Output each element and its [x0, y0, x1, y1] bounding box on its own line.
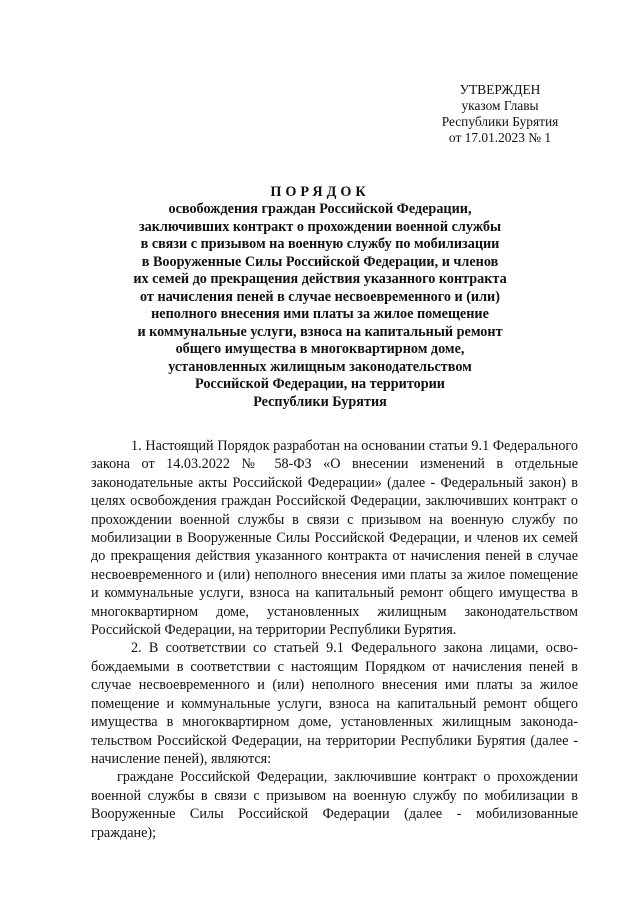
document-title [100, 183, 540, 411]
approval-stamp [420, 82, 580, 146]
subtitle-line: в связи с призывом на военную службу по мобилизации [140, 236, 500, 252]
document-body [91, 437, 578, 842]
subtitle-line: и коммунальные услуги, взноса на капитальный ремонт [137, 323, 503, 340]
paragraph-mobilized-citizens: граждане Российской Федерации, заключившие контракт о прохождении военной службы в связи с призывом на военную службу по мобилизации в Вооруженные Силы Российской Федерации (далее - мобилизованные граждане); [91, 769, 578, 841]
approval-line-republic: Республики Бурятия [441, 114, 559, 129]
paragraph-1: 1. Настоящий Порядок разработан на основании статьи 9.1 Федерального закона от 14.03.2022 № 58-ФЗ «О внесении изменений в отдельные законодательные акты Российской Федерации» (далее - Федеральный закон) в целях освобождения граждан Российской Федерации, заключивших контракт о прохождении военной службы в связи с призывом на военную службу по мобилизации в Вооруженные Силы Российской Федерации, и членов их семей до прекращения действия указанного контракта от начисления пеней в случае несвоевременного и (или) неполного внесения ими платы за жилое помещение и коммунальные услуги, взноса на капитальный ремонт общего имущества в многоквартирном доме, установленных жилищным законодательством Российской Федерации, на территории Республики Бурятия. [91, 438, 578, 639]
title-heading: ПОРЯДОК [270, 184, 370, 200]
subtitle-line: от начисления пеней в случае несвоевременного и (или) [140, 288, 500, 305]
subtitle-line: Российской Федерации, на территории [195, 376, 445, 392]
subtitle-line: заключивших контракт о прохождении военной службы [138, 218, 502, 235]
title-subtitle [100, 201, 540, 411]
subtitle-line: неполного внесения ими платы за жилое помещение [151, 306, 489, 322]
approval-line-decree: указом Главы [461, 98, 539, 113]
approval-line-date: от 17.01.2023 № 1 [448, 130, 552, 145]
approval-line-approved: УТВЕРЖДЕН [459, 82, 541, 97]
subtitle-line: их семей до прекращения действия указанного контракта [133, 271, 507, 287]
subtitle-line: общего имущества в многоквартирном доме, [175, 341, 465, 357]
subtitle-line: освобождения граждан Российской Федерации, [168, 201, 472, 217]
subtitle-line: установленных жилищным законодательством [168, 358, 472, 375]
subtitle-line: Республики Бурятия [253, 393, 387, 410]
subtitle-line: в Вооруженные Силы Российской Федерации, и членов [141, 253, 499, 270]
paragraph-2: 2. В соответствии со статьей 9.1 Федерального закона лицами, освобождаемыми в соответствии с настоящим Порядком от начисления пеней в случае несвоевременного и (или) неполного внесения ими платы за жилое помещение и коммунальные услуги, взноса на капитальный ремонт общего имущества в многоквартирном доме, установленных жилищным законодательством Российской Федерации, на территории Республики Бурятия (далее - начисление пеней), являются: [91, 640, 578, 767]
